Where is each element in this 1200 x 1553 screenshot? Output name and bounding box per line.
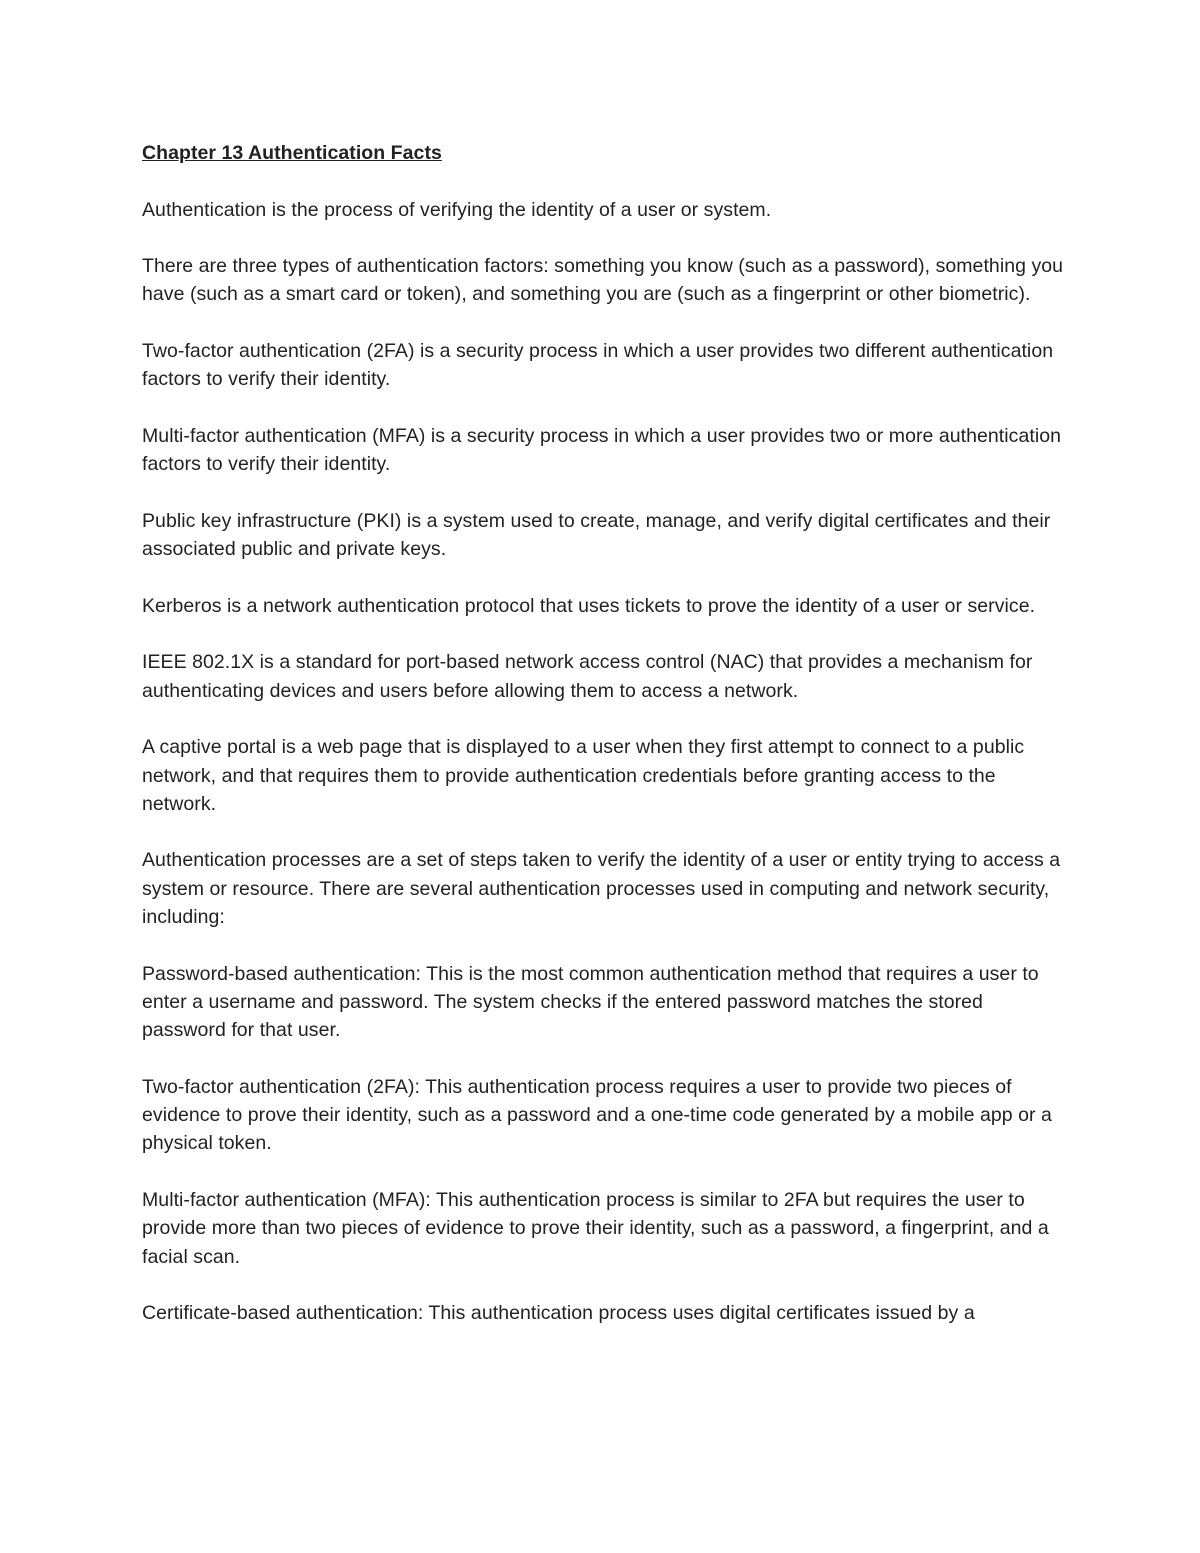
paragraph-authentication-processes: Authentication processes are a set of steps taken to verify the identity of a user or entity trying to access a system or resource. There are several authentication processes used in computing and network security, including: (142, 849, 1061, 929)
paragraph-kerberos: Kerberos is a network authentication protocol that uses tickets to prove the identity of a user or service. (142, 594, 1036, 617)
paragraph-mfa-process: Multi-factor authentication (MFA): This authentication process is similar to 2FA but requires the user to provide more than two pieces of evidence to prove their identity, such as a password, a fingerprint, and a facial scan. (142, 1188, 1049, 1268)
paragraph-multi-factor: Multi-factor authentication (MFA) is a security process in which a user provides two or more authentication factors to verify their identity. (142, 424, 1061, 476)
document-title: Chapter 13 Authentication Facts (142, 142, 442, 164)
document-body (142, 139, 1067, 1327)
paragraph-authentication-definition: Authentication is the process of verifying the identity of a user or system. (142, 198, 772, 221)
paragraph-captive-portal: A captive portal is a web page that is displayed to a user when they first attempt to connect to a public network, and that requires them to provide authentication credentials before granting access to the network. (142, 736, 1025, 815)
paragraph-certificate-based: Certificate-based authentication: This authentication process uses digital certificates issued by a (142, 1302, 975, 1325)
paragraph-ieee-8021x: IEEE 802.1X is a standard for port-based network access control (NAC) that provides a mechanism for authenticating devices and users before allowing them to access a network. (142, 651, 1033, 702)
paragraph-two-factor: Two-factor authentication (2FA) is a security process in which a user provides two different authentication factors to verify their identity. (142, 340, 1054, 391)
paragraph-2fa-process: Two-factor authentication (2FA): This authentication process requires a user to provide two pieces of evidence to prove their identity, such as a password and a one-time code generated by a mobile app or a physical token. (142, 1075, 1052, 1155)
paragraph-password-based: Password-based authentication: This is the most common authentication method that requires a user to enter a username and password. The system checks if the entered password matches the stored password for that user. (142, 962, 1039, 1042)
paragraph-pki: Public key infrastructure (PKI) is a system used to create, manage, and verify digital certificates and their associated public and private keys. (142, 509, 1051, 561)
paragraph-authentication-factors: There are three types of authentication factors: something you know (such as a password), something you have (such as a smart card or token), and something you are (such as a fingerprint or other biometric). (142, 255, 1064, 306)
